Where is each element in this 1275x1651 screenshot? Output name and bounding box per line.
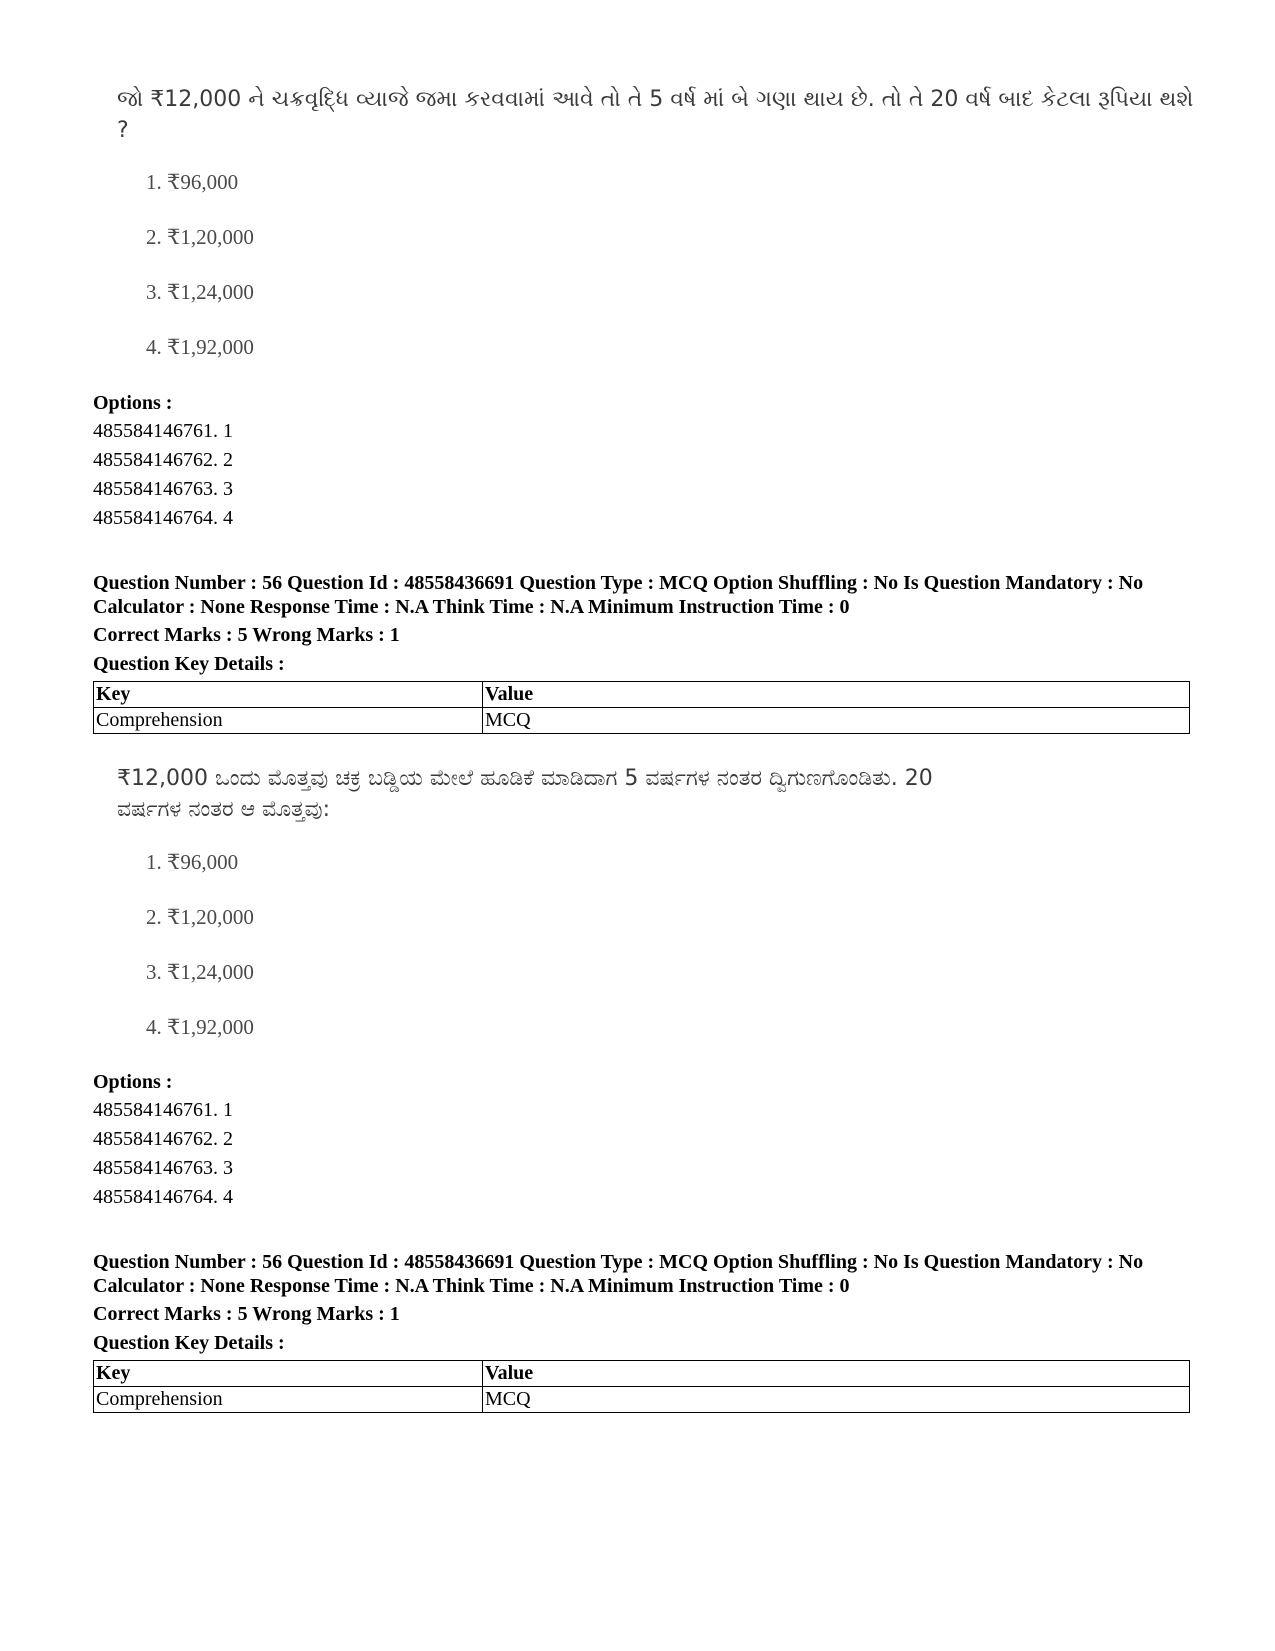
- table-cell-value: MCQ: [483, 1387, 1190, 1413]
- option-ids-list: [93, 417, 233, 533]
- key-details-table: [93, 681, 1190, 734]
- table-header-value: Value: [483, 682, 1190, 708]
- answer-choices: [146, 850, 254, 1070]
- answer-choice: 3. ₹1,24,000: [146, 280, 254, 304]
- table-cell-value: MCQ: [483, 708, 1190, 734]
- option-id: 485584146762. 2: [93, 449, 233, 471]
- table-row: [94, 1387, 1190, 1413]
- question-meta: Question Number : 56 Question Id : 48558436691 Question Type : MCQ Option Shuffling : No Is Question Mandatory : No Calculator : None Response Time : N.A Think Time : N.A Minimum Instruction Time : 0: [93, 572, 1144, 618]
- table-header-value: Value: [483, 1361, 1190, 1387]
- table-header-row: [94, 1361, 1190, 1387]
- table-cell-key: Comprehension: [94, 708, 483, 734]
- option-id: 485584146763. 3: [93, 478, 233, 500]
- options-heading: Options :: [93, 392, 173, 414]
- question-meta: Question Number : 56 Question Id : 48558436691 Question Type : MCQ Option Shuffling : No Is Question Mandatory : No Calculator : None Response Time : N.A Think Time : N.A Minimum Instruction Time : 0: [93, 1251, 1144, 1297]
- table-row: [94, 708, 1190, 734]
- option-id: 485584146761. 1: [93, 420, 233, 442]
- question-text: ₹12,000 ಒಂದು ಮೊತ್ತವು ಚಕ್ರ ಬಡ್ಡಿಯ ಮೇಲೆ ಹೂಡಿಕೆ ಮಾಡಿದಾಗ 5 ವರ್ಷಗಳ ನಂತರ ದ್ವಿಗುಣಗೊಂಡಿತು. 20 ವರ್ಷಗಳ ನಂತರ ಆ ಮೊತ್ತವು:: [117, 766, 933, 822]
- answer-choice: 4. ₹1,92,000: [146, 335, 254, 359]
- table-header-key: Key: [94, 1361, 483, 1387]
- marks-line: Correct Marks : 5 Wrong Marks : 1: [93, 624, 400, 646]
- key-details-heading: Question Key Details :: [93, 1332, 285, 1354]
- answer-choice: 2. ₹1,20,000: [146, 905, 254, 929]
- answer-choice: 1. ₹96,000: [146, 850, 239, 874]
- options-heading: Options :: [93, 1071, 173, 1093]
- table-header-row: [94, 682, 1190, 708]
- option-id: 485584146764. 4: [93, 1186, 233, 1208]
- answer-choices: [146, 170, 254, 390]
- answer-choice: 1. ₹96,000: [146, 170, 239, 194]
- key-details-heading: Question Key Details :: [93, 653, 285, 675]
- answer-choice: 2. ₹1,20,000: [146, 225, 254, 249]
- option-id: 485584146762. 2: [93, 1128, 233, 1150]
- table-header-key: Key: [94, 682, 483, 708]
- option-id: 485584146761. 1: [93, 1099, 233, 1121]
- answer-choice: 3. ₹1,24,000: [146, 960, 254, 984]
- key-details-table: [93, 1360, 1190, 1413]
- marks-line: Correct Marks : 5 Wrong Marks : 1: [93, 1303, 400, 1325]
- option-ids-list: [93, 1096, 233, 1212]
- option-id: 485584146764. 4: [93, 507, 233, 529]
- answer-choice: 4. ₹1,92,000: [146, 1015, 254, 1039]
- option-id: 485584146763. 3: [93, 1157, 233, 1179]
- question-text: જો ₹12,000 ને ચક્રવૃદ્ધિ વ્યાજે જમા કરવવામાં આવે તો તે 5 વર્ષ માં બે ગણા થાય છે. તો તે 20 વર્ષ બાદ કેટલા રૂપિયા થશે ?: [117, 87, 1194, 143]
- table-cell-key: Comprehension: [94, 1387, 483, 1413]
